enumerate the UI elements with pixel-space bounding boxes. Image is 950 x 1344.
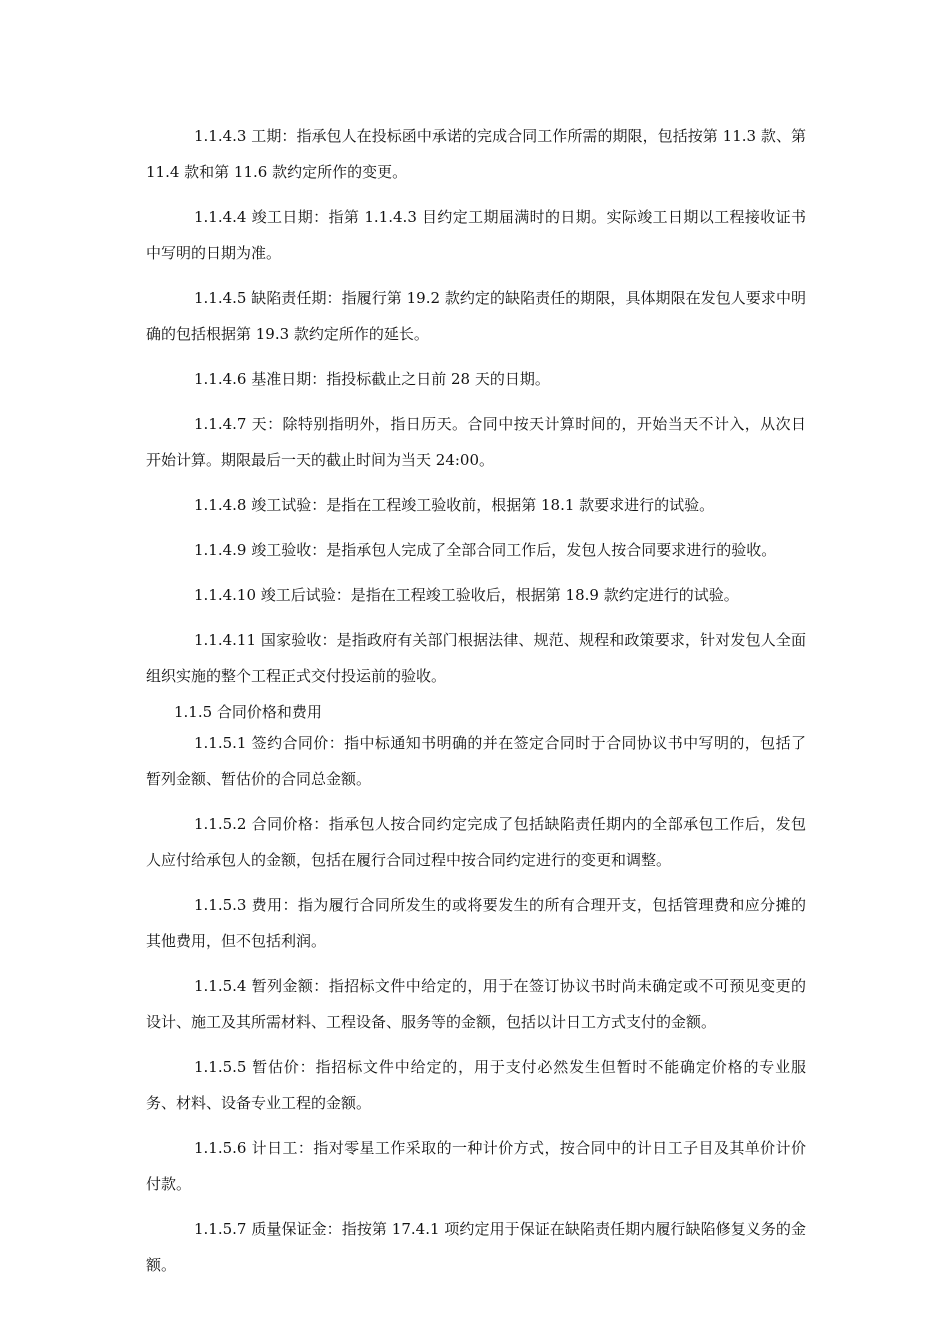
clause-1-1-4-6: 1.1.4.6 基准日期：指投标截止之日前 28 天的日期。 xyxy=(194,370,550,388)
clause-1-1-5-2: 1.1.5.2 合同价格：指承包人按合同约定完成了包括缺陷责任期内的全部承包工作后，发包人应付给承包人的金额，包括在履行合同过程中按合同约定进行的变更和调整。 xyxy=(146,815,806,869)
clause-1-1-4-4: 1.1.4.4 竣工日期：指第 1.1.4.3 目约定工期届满时的日期。实际竣工日期以工程接收证书中写明的日期为准。 xyxy=(146,208,806,262)
clause-1-1-4-3: 1.1.4.3 工期：指承包人在投标函中承诺的完成合同工作所需的期限，包括按第 11.3 款、第 11.4 款和第 11.6 款约定所作的变更。 xyxy=(146,127,806,181)
clause-1-1-4-5: 1.1.4.5 缺陷责任期：指履行第 19.2 款约定的缺陷责任的期限，具体期限在发包人要求中明确的包括根据第 19.3 款约定所作的延长。 xyxy=(146,289,806,343)
clause-1-1-4-9: 1.1.4.9 竣工验收：是指承包人完成了全部合同工作后，发包人按合同要求进行的验收。 xyxy=(194,541,777,559)
clause-1-1-4-10: 1.1.4.10 竣工后试验：是指在工程竣工验收后，根据第 18.9 款约定进行的试验。 xyxy=(194,586,739,604)
clause-1-1-5-5: 1.1.5.5 暂估价：指招标文件中给定的，用于支付必然发生但暂时不能确定价格的专业服务、材料、设备专业工程的金额。 xyxy=(146,1058,806,1112)
clause-1-1-5-7: 1.1.5.7 质量保证金：指按第 17.4.1 项约定用于保证在缺陷责任期内履行缺陷修复义务的金额。 xyxy=(146,1220,806,1274)
clause-1-1-4-11: 1.1.4.11 国家验收：是指政府有关部门根据法律、规范、规程和政策要求，针对发包人全面组织实施的整个工程正式交付投运前的验收。 xyxy=(146,631,806,685)
clause-1-1-4-7: 1.1.4.7 天：除特别指明外，指日历天。合同中按天计算时间的，开始当天不计入，从次日开始计算。期限最后一天的截止时间为当天 24:00。 xyxy=(146,415,806,469)
section-heading-1-1-5: 1.1.5 合同价格和费用 xyxy=(174,703,322,721)
clause-1-1-5-1: 1.1.5.1 签约合同价：指中标通知书明确的并在签定合同时于合同协议书中写明的，包括了暂列金额、暂估价的合同总金额。 xyxy=(146,734,806,788)
clause-1-1-5-4: 1.1.5.4 暂列金额：指招标文件中给定的，用于在签订协议书时尚未确定或不可预见变更的设计、施工及其所需材料、工程设备、服务等的金额，包括以计日工方式支付的金额。 xyxy=(146,977,806,1031)
clause-1-1-5-6: 1.1.5.6 计日工：指对零星工作采取的一种计价方式，按合同中的计日工子目及其单价计价付款。 xyxy=(146,1139,806,1193)
clause-1-1-5-3: 1.1.5.3 费用：指为履行合同所发生的或将要发生的所有合理开支，包括管理费和应分摊的其他费用，但不包括利润。 xyxy=(146,896,806,950)
document-body xyxy=(146,118,806,1292)
clause-1-1-4-8: 1.1.4.8 竣工试验：是指在工程竣工验收前，根据第 18.1 款要求进行的试验。 xyxy=(194,496,715,514)
